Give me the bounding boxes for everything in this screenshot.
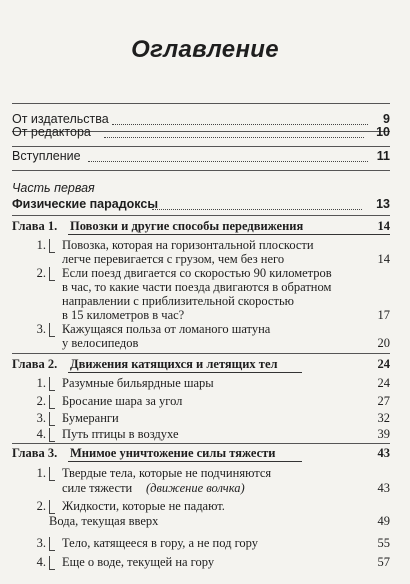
leader-dots bbox=[104, 137, 364, 138]
section-number: 2. bbox=[36, 499, 46, 513]
section-page: 32 bbox=[377, 411, 390, 425]
section-line: Тело, катящееся в гору, а не под гору bbox=[62, 536, 258, 550]
chapter-underline bbox=[68, 461, 302, 462]
entry-label: От редактора bbox=[12, 125, 91, 139]
chapter-page: 43 bbox=[377, 446, 390, 460]
chapter-title: Мнимое уничтожение силы тяжести bbox=[70, 446, 276, 460]
section-bracket bbox=[49, 412, 55, 426]
section-bracket bbox=[49, 537, 55, 551]
entry-page: 10 bbox=[376, 125, 390, 139]
chapter-page: 14 bbox=[377, 219, 390, 233]
section-page: 55 bbox=[377, 536, 390, 550]
section-page: 14 bbox=[377, 252, 390, 266]
page-title: Оглавление bbox=[131, 36, 279, 63]
chapter-underline bbox=[68, 372, 302, 373]
divider bbox=[12, 215, 390, 216]
section-line: Бросание шара за угол bbox=[62, 394, 183, 408]
part-label: Часть первая bbox=[12, 181, 95, 195]
section-page: 20 bbox=[377, 336, 390, 350]
entry-page: 13 bbox=[376, 197, 390, 211]
section-line-italic: (движение волчка) bbox=[146, 481, 245, 495]
section-line: Еще о воде, текущей на гору bbox=[62, 555, 215, 569]
entry-page: 9 bbox=[383, 112, 390, 126]
section-line: Бумеранги bbox=[62, 411, 119, 425]
leader-dots bbox=[152, 209, 362, 210]
section-number: 1. bbox=[36, 466, 46, 480]
divider bbox=[12, 103, 390, 104]
chapter-number: Глава 2. bbox=[12, 357, 58, 371]
entry-label: Вступление bbox=[12, 149, 81, 163]
section-number: 3. bbox=[36, 536, 46, 550]
divider bbox=[12, 443, 390, 444]
chapter-page: 24 bbox=[377, 357, 390, 371]
section-bracket bbox=[49, 500, 55, 514]
section-line: в час, то какие части поезда двигаются в обратном bbox=[62, 280, 332, 294]
section-number: 4. bbox=[36, 427, 46, 441]
section-page: 49 bbox=[377, 514, 390, 528]
section-page: 27 bbox=[377, 394, 390, 408]
leader-dots bbox=[88, 161, 368, 162]
chapter-number: Глава 1. bbox=[12, 219, 58, 233]
section-line: направлении с приблизительной скоростью bbox=[62, 294, 294, 308]
section-bracket bbox=[49, 395, 55, 409]
chapter-number: Глава 3. bbox=[12, 446, 58, 460]
section-number: 1. bbox=[36, 238, 46, 252]
divider bbox=[12, 353, 390, 354]
section-bracket bbox=[49, 323, 55, 337]
section-line: Кажущаяся польза от ломаного шатуна bbox=[62, 322, 271, 336]
section-number: 3. bbox=[36, 322, 46, 336]
section-line: Если поезд двигается со скоростью 90 километров bbox=[62, 266, 332, 280]
section-page: 17 bbox=[377, 308, 390, 322]
section-bracket bbox=[49, 556, 55, 570]
section-bracket bbox=[49, 267, 55, 281]
chapter-title: Повозки и другие способы передвижения bbox=[70, 219, 304, 233]
section-bracket bbox=[49, 239, 55, 253]
section-line: легче перевигается с грузом, чем без него bbox=[62, 252, 285, 266]
section-line: в 15 километров в час? bbox=[62, 308, 185, 322]
chapter-underline bbox=[68, 234, 390, 235]
entry-label: Физические парадоксы bbox=[12, 197, 158, 211]
entry-label: От издательства bbox=[12, 112, 109, 126]
section-number: 2. bbox=[36, 394, 46, 408]
section-page: 39 bbox=[377, 427, 390, 441]
section-line: Путь птицы в воздухе bbox=[62, 427, 179, 441]
section-bracket bbox=[49, 467, 55, 481]
divider bbox=[12, 170, 390, 171]
leader-dots bbox=[112, 124, 368, 125]
section-line: Жидкости, которые не падают. bbox=[62, 499, 225, 513]
section-number: 2. bbox=[36, 266, 46, 280]
section-line: у велосипедов bbox=[62, 336, 139, 350]
section-number: 1. bbox=[36, 376, 46, 390]
chapter-title: Движения катящихся и летящих тел bbox=[70, 357, 278, 371]
section-line: Вода, текущая вверх bbox=[49, 514, 159, 528]
section-page: 24 bbox=[377, 376, 390, 390]
section-line: Разумные бильярдные шары bbox=[62, 376, 214, 390]
section-number: 3. bbox=[36, 411, 46, 425]
section-line: Твердые тела, которые не подчиняются bbox=[62, 466, 272, 480]
section-page: 43 bbox=[377, 481, 390, 495]
section-bracket bbox=[49, 428, 55, 442]
divider bbox=[12, 146, 390, 147]
section-line: силе тяжести bbox=[62, 481, 133, 495]
entry-page: 11 bbox=[376, 149, 390, 163]
section-bracket bbox=[49, 377, 55, 391]
section-line: Повозка, которая на горизонтальной плоскости bbox=[62, 238, 314, 252]
section-number: 4. bbox=[36, 555, 46, 569]
section-page: 57 bbox=[377, 555, 390, 569]
